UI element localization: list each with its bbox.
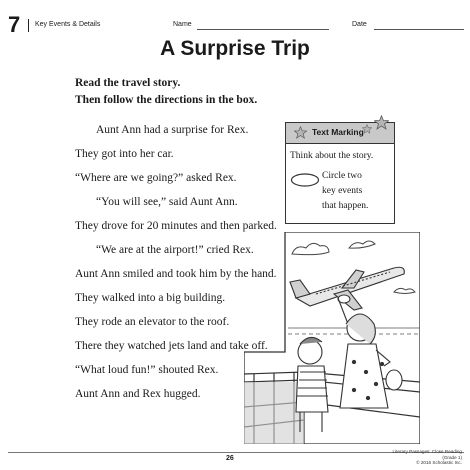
credit-block: [382, 449, 462, 466]
unit-number: 7: [8, 12, 21, 37]
text-marking-line: that happen.: [322, 201, 369, 211]
airport-roof-illustration: [244, 232, 420, 444]
header-divider: [28, 19, 29, 32]
unit-label: Key Events & Details: [35, 21, 101, 28]
name-field[interactable]: [197, 29, 329, 30]
story-line: Aunt Ann had a surprise for Rex.: [96, 124, 249, 136]
name-label: Name: [173, 21, 192, 28]
oval-icon: [290, 173, 320, 187]
story-line: They walked into a big building.: [75, 292, 226, 304]
date-field[interactable]: [374, 29, 464, 30]
story-line: Aunt Ann smiled and took him by the hand.: [75, 268, 277, 280]
star-icon: [374, 115, 389, 130]
text-marking-box: [285, 122, 395, 224]
story-line: They got into her car.: [75, 148, 174, 160]
story-line: “We are at the airport!” cried Rex.: [96, 244, 254, 256]
story-line: They drove for 20 minutes and then parked.: [75, 220, 277, 232]
credit-line: © 2016 Scholastic Inc.: [416, 460, 462, 465]
page-title: A Surprise Trip: [160, 37, 310, 60]
directions-line-2: Then follow the directions in the box.: [75, 94, 258, 106]
text-marking-header: [286, 123, 394, 144]
credit-line: Literary Passages: Close Reading (Grade 1): [392, 449, 462, 460]
story-line: They rode an elevator to the roof.: [75, 316, 230, 328]
story-line: “You will see,” said Aunt Ann.: [96, 196, 238, 208]
text-marking-title: Text Marking: [312, 127, 364, 137]
story-line: Aunt Ann and Rex hugged.: [75, 388, 201, 400]
story-line: “Where are we going?” asked Rex.: [75, 172, 237, 184]
star-icon: [362, 124, 372, 134]
story-line: “What loud fun!” shouted Rex.: [75, 364, 219, 376]
text-marking-line: key events: [322, 186, 363, 196]
star-icon: [294, 126, 307, 139]
date-label: Date: [352, 21, 367, 28]
story-line: There they watched jets land and take off.: [75, 340, 268, 352]
text-marking-intro: Think about the story.: [290, 151, 374, 161]
page-number: 26: [226, 455, 234, 462]
text-marking-line: Circle two: [322, 171, 362, 181]
directions-line-1: Read the travel story.: [75, 77, 181, 89]
